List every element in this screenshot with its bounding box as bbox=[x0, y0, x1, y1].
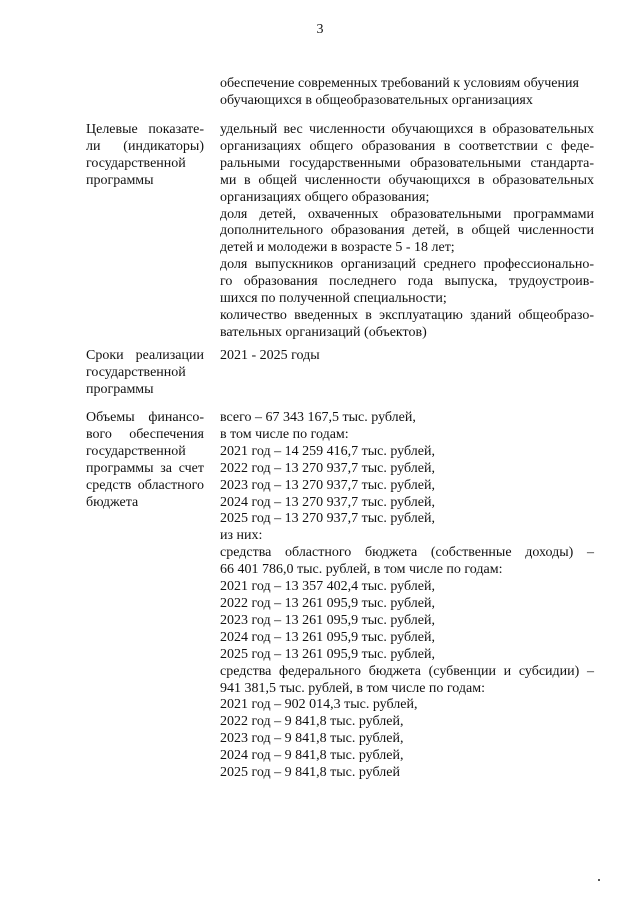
label-line: программы за счет bbox=[86, 460, 204, 476]
text-line: 2021 год – 902 014,3 тыс. рублей, bbox=[220, 697, 418, 713]
label-line: Сроки реализации bbox=[86, 348, 204, 363]
label-line: государственной bbox=[86, 364, 186, 380]
text-line: 2023 год – 9 841,8 тыс. рублей, bbox=[220, 731, 404, 747]
text-line: 2024 год – 13 270 937,7 тыс. рублей, bbox=[220, 494, 435, 510]
text-line: 2025 год – 13 270 937,7 тыс. рублей, bbox=[220, 511, 435, 527]
section-label bbox=[86, 410, 204, 511]
label-line: государственной bbox=[86, 443, 186, 459]
text-line: вательных организаций (объектов) bbox=[220, 324, 427, 340]
text-line: обучающихся в общеобразовательных организациях bbox=[220, 92, 533, 108]
text-line: 2022 год – 9 841,8 тыс. рублей, bbox=[220, 714, 404, 730]
text-line: средства федерального бюджета (субвенции и субсидии) – bbox=[220, 663, 594, 679]
text-line: обеспечение современных требований к условиям обучения bbox=[220, 76, 579, 91]
text-line: 2025 год – 13 261 095,9 тыс. рублей, bbox=[220, 646, 435, 662]
label-line: Объемы финансо- bbox=[86, 410, 204, 425]
text-line: в том числе по годам: bbox=[220, 426, 349, 442]
text-line: средства областного бюджета (собственные доходы) – bbox=[220, 545, 594, 561]
section-content bbox=[220, 410, 594, 782]
text-line: 941 381,5 тыс. рублей, в том числе по годам: bbox=[220, 680, 485, 696]
text-line: 2021 год – 13 357 402,4 тыс. рублей, bbox=[220, 579, 435, 595]
label-line: программы bbox=[86, 172, 154, 188]
text-line: 66 401 786,0 тыс. рублей, в том числе по годам: bbox=[220, 562, 503, 578]
text-line: 2021 год – 14 259 416,7 тыс. рублей, bbox=[220, 443, 435, 459]
label-line: средств областного bbox=[86, 477, 204, 493]
section-label bbox=[86, 122, 204, 190]
text-line: доля выпускников организаций среднего профессионально- bbox=[220, 257, 594, 273]
section-content bbox=[220, 76, 594, 110]
text-line: 2022 год – 13 261 095,9 тыс. рублей, bbox=[220, 595, 435, 611]
label-line: Целевые показате- bbox=[86, 122, 204, 137]
page-number: 3 bbox=[316, 22, 324, 37]
text-line: детей и молодежи в возрасте 5 - 18 лет; bbox=[220, 240, 455, 256]
text-line: организациях общего образования в соответствии с феде- bbox=[220, 138, 594, 154]
text-line: 2025 год – 9 841,8 тыс. рублей bbox=[220, 765, 400, 781]
text-line: 2024 год – 9 841,8 тыс. рублей, bbox=[220, 748, 404, 764]
text-line: всего – 67 343 167,5 тыс. рублей, bbox=[220, 410, 416, 425]
text-line: 2023 год – 13 270 937,7 тыс. рублей, bbox=[220, 477, 435, 493]
text-line: организациях общего образования; bbox=[220, 189, 430, 205]
text-line: количество введенных в эксплуатацию зданий общеобразо- bbox=[220, 307, 594, 323]
section-content bbox=[220, 122, 594, 342]
text-line: шихся по полученной специальности; bbox=[220, 291, 447, 307]
label-line: бюджета bbox=[86, 494, 139, 510]
section-content bbox=[220, 348, 594, 365]
text-line: го образования последнего года выпуска, трудоустроив- bbox=[220, 274, 594, 290]
text-line: удельный вес численности обучающихся в образовательных bbox=[220, 122, 594, 137]
text-line: из них: bbox=[220, 528, 263, 544]
text-line: ми в общей численности обучающихся в образовательных bbox=[220, 172, 594, 188]
text-line: 2023 год – 13 261 095,9 тыс. рублей, bbox=[220, 612, 435, 628]
scan-speck bbox=[598, 879, 600, 881]
label-line: программы bbox=[86, 381, 154, 397]
section-label bbox=[86, 348, 204, 399]
text-line: 2022 год – 13 270 937,7 тыс. рублей, bbox=[220, 460, 435, 476]
text-line: дополнительного образования детей, в общей численности bbox=[220, 223, 594, 239]
label-line: государственной bbox=[86, 155, 186, 171]
text-line: доля детей, охваченных образовательными программами bbox=[220, 206, 594, 222]
label-line: вого обеспечения bbox=[86, 426, 204, 442]
text-line: 2021 - 2025 годы bbox=[220, 348, 320, 363]
label-line: ли (индикаторы) bbox=[86, 138, 204, 154]
text-line: 2024 год – 13 261 095,9 тыс. рублей, bbox=[220, 629, 435, 645]
text-line: ральными государственными образовательными стандарта- bbox=[220, 155, 594, 171]
